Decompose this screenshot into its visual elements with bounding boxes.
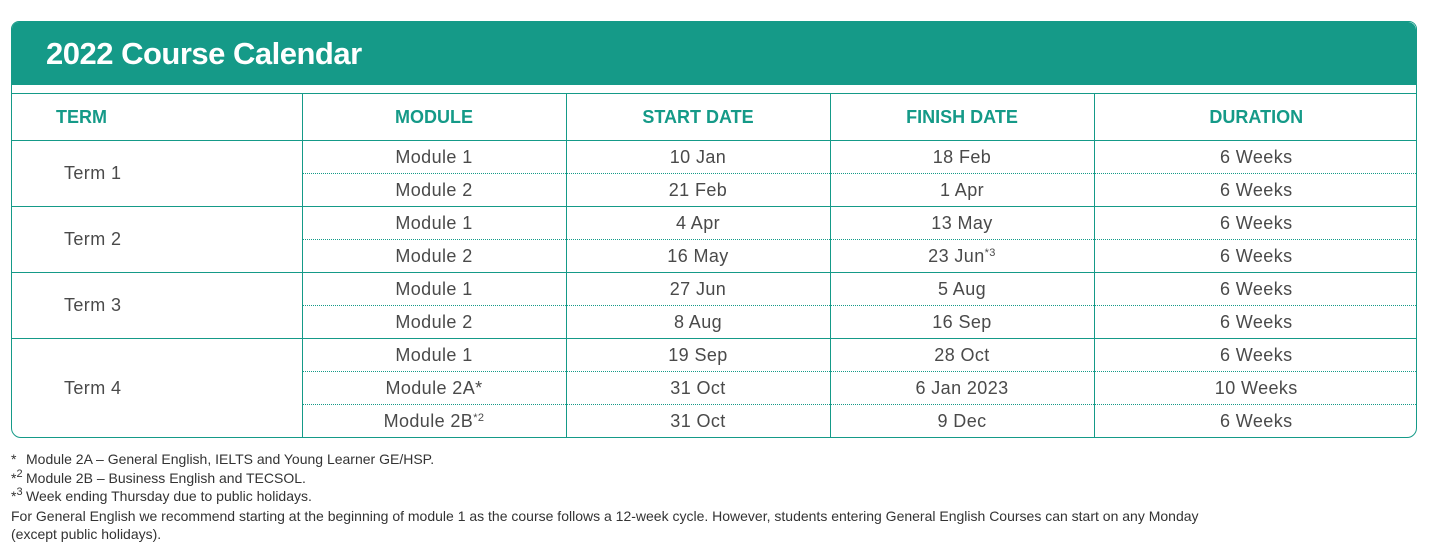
calendar-body bbox=[12, 141, 1417, 438]
table-row bbox=[12, 273, 1417, 306]
finish-date-cell bbox=[830, 240, 1094, 273]
module-label: Module 1 bbox=[395, 278, 473, 299]
table-row bbox=[12, 141, 1417, 174]
finish-date: 23 Jun bbox=[928, 245, 985, 266]
footnote bbox=[11, 469, 1417, 488]
finish-date-cell bbox=[830, 141, 1094, 174]
footnotes bbox=[11, 450, 1417, 506]
module-label: Module 2A* bbox=[385, 377, 483, 398]
module-cell bbox=[302, 174, 566, 207]
module-cell bbox=[302, 372, 566, 405]
finish-date-cell bbox=[830, 273, 1094, 306]
footnote-text: Week ending Thursday due to public holidays. bbox=[26, 488, 312, 504]
start-date: 21 Feb bbox=[566, 174, 830, 207]
duration: 6 Weeks bbox=[1094, 174, 1417, 207]
finish-date-cell bbox=[830, 405, 1094, 438]
finish-date: 18 Feb bbox=[932, 146, 992, 167]
finish-date: 13 May bbox=[931, 212, 993, 233]
finish-footnote-mark: *3 bbox=[984, 246, 996, 259]
finish-date: 16 Sep bbox=[932, 311, 992, 332]
header-start-date: START DATE bbox=[566, 94, 830, 141]
footnote-text: Module 2A – General English, IELTS and Young Learner GE/HSP. bbox=[26, 451, 435, 467]
calendar-table bbox=[12, 94, 1417, 437]
start-date: 16 May bbox=[566, 240, 830, 273]
module-label: Module 1 bbox=[395, 212, 473, 233]
footnote bbox=[11, 450, 1417, 469]
start-date: 4 Apr bbox=[566, 207, 830, 240]
module-cell bbox=[302, 207, 566, 240]
course-calendar bbox=[11, 21, 1417, 544]
footnote-marker: * bbox=[11, 451, 17, 467]
finish-date: 5 Aug bbox=[937, 278, 987, 299]
module-cell bbox=[302, 240, 566, 273]
module-cell bbox=[302, 405, 566, 438]
header-term: TERM bbox=[12, 94, 302, 141]
start-date: 31 Oct bbox=[566, 372, 830, 405]
duration: 6 Weeks bbox=[1094, 405, 1417, 438]
start-date: 10 Jan bbox=[566, 141, 830, 174]
module-cell bbox=[302, 141, 566, 174]
module-label: Module 1 bbox=[395, 344, 473, 365]
term-name: Term 1 bbox=[64, 163, 122, 183]
duration: 6 Weeks bbox=[1094, 339, 1417, 372]
finish-date: 6 Jan 2023 bbox=[915, 377, 1009, 398]
title-banner bbox=[12, 22, 1416, 85]
footnote-text: Module 2B – Business English and TECSOL. bbox=[26, 469, 306, 486]
finish-date-cell bbox=[830, 174, 1094, 207]
recommendation-text: For General English we recommend starting at the beginning of module 1 as the course follows a 12-week cycle. However, students entering General English Courses can start on any Monday (except public holidays). bbox=[11, 507, 1199, 542]
module-label: Module 2 bbox=[395, 311, 473, 332]
finish-date-cell bbox=[830, 306, 1094, 339]
module-label: Module 2 bbox=[395, 245, 473, 266]
finish-date: 1 Apr bbox=[939, 179, 985, 200]
duration: 10 Weeks bbox=[1094, 372, 1417, 405]
header-row bbox=[12, 94, 1417, 141]
footnote-marker: *$^3$ bbox=[11, 486, 23, 504]
term-name: Term 4 bbox=[12, 339, 302, 438]
duration: 6 Weeks bbox=[1094, 306, 1417, 339]
header-finish-date: FINISH DATE bbox=[830, 94, 1094, 141]
notes bbox=[11, 450, 1417, 544]
footnote-marker: *$^2$ bbox=[11, 467, 23, 486]
calendar-panel bbox=[11, 21, 1417, 438]
module-label: Module 2 bbox=[395, 179, 473, 200]
duration: 6 Weeks bbox=[1094, 141, 1417, 174]
page-title: 2022 Course Calendar bbox=[46, 35, 362, 71]
term-name: Term 2 bbox=[12, 207, 302, 273]
table-row bbox=[12, 207, 1417, 240]
finish-date: 9 Dec bbox=[937, 410, 987, 431]
header-module: MODULE bbox=[302, 94, 566, 141]
start-date: 27 Jun bbox=[566, 273, 830, 306]
finish-date-cell bbox=[830, 339, 1094, 372]
module-footnote-mark: *2 bbox=[473, 411, 485, 424]
finish-date-cell bbox=[830, 372, 1094, 405]
module-cell bbox=[302, 339, 566, 372]
footnote bbox=[11, 487, 1417, 506]
duration: 6 Weeks bbox=[1094, 240, 1417, 273]
start-date: 31 Oct bbox=[566, 405, 830, 438]
duration: 6 Weeks bbox=[1094, 207, 1417, 240]
duration: 6 Weeks bbox=[1094, 273, 1417, 306]
start-date: 8 Aug bbox=[566, 306, 830, 339]
start-date: 19 Sep bbox=[566, 339, 830, 372]
finish-date: 28 Oct bbox=[934, 344, 990, 365]
term-name: Term 3 bbox=[12, 273, 302, 339]
module-label: Module 1 bbox=[395, 146, 473, 167]
finish-date-cell bbox=[830, 207, 1094, 240]
module-cell bbox=[302, 273, 566, 306]
module-label: Module 2B bbox=[383, 410, 474, 431]
header-duration: DURATION bbox=[1094, 94, 1417, 141]
module-cell bbox=[302, 306, 566, 339]
table-row bbox=[12, 339, 1417, 372]
